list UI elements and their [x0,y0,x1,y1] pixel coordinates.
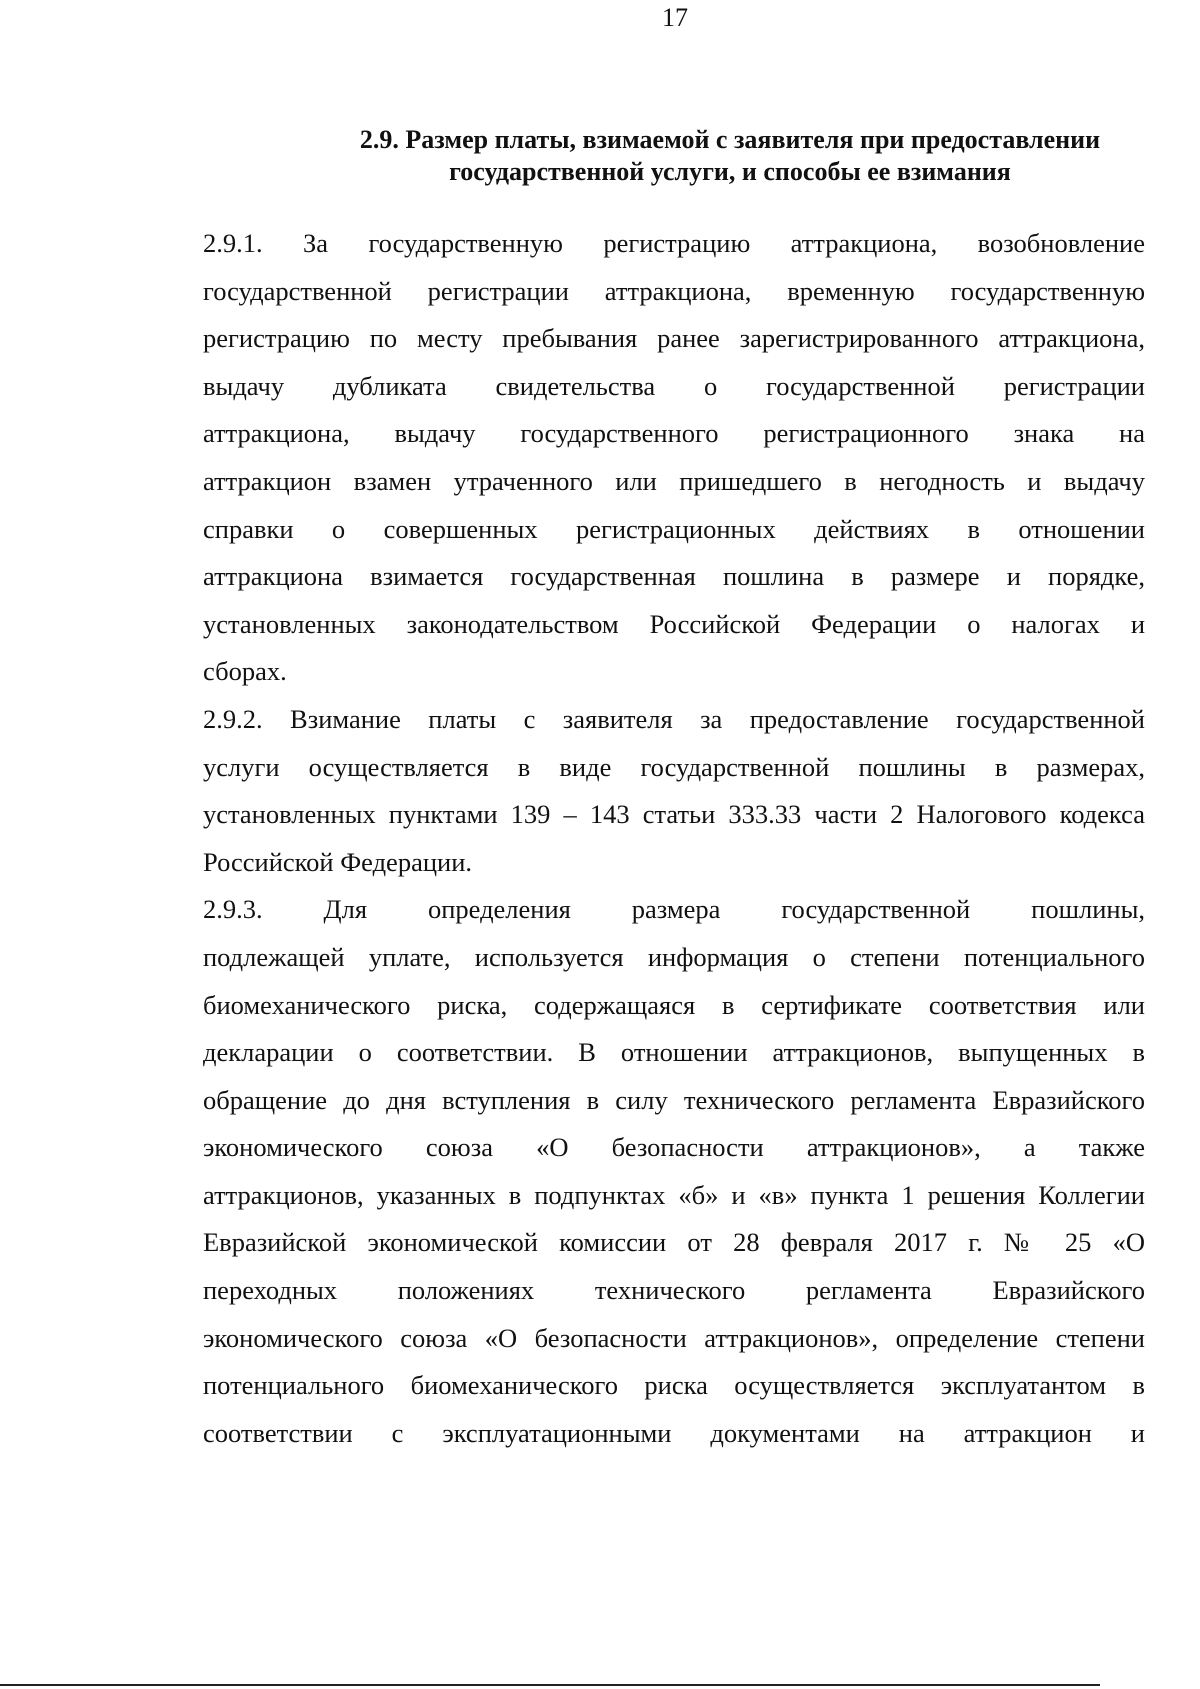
text-line: услуги осуществляется в виде государственной пошлины в размерах, [203,751,1145,782]
section-heading-line-1: 2.9. Размер платы, взимаемой с заявителя при предоставлении [359,125,1101,154]
scan-edge-rule [0,1684,1100,1686]
text-line: 2.9.3. Для определения размера государственной пошлины, [203,894,1145,925]
text-line: регистрацию по месту пребывания ранее зарегистрированного аттракциона, [203,323,1145,354]
paragraph-2-9-2 [203,696,1145,886]
text-line: аттракционов, указанных в подпунктах «б» и «в» пункта 1 решения Коллегии [203,1179,1145,1210]
text-line: аттракциона взимается государственная пошлина в размере и порядке, [203,561,1145,592]
text-line: справки о совершенных регистрационных действиях в отношении [203,513,1145,544]
text-line: аттракцион взамен утраченного или пришедшего в негодность и выдачу [203,465,1145,496]
text-line: соответствии с эксплуатационными документами на аттракцион и [203,1417,1145,1448]
text-line: экономического союза «О безопасности аттракционов», а также [203,1132,1145,1163]
text-line: обращение до дня вступления в силу технического регламента Евразийского [203,1084,1145,1115]
paragraph-2-9-1 [203,220,1145,696]
page-number: 17 [662,3,688,32]
text-line: декларации о соответствии. В отношении аттракционов, выпущенных в [203,1037,1145,1068]
text-line: аттракциона, выдачу государственного регистрационного знака на [203,418,1145,449]
text-line: подлежащей уплате, используется информация о степени потенциального [203,941,1145,972]
text-line: установленных пунктами 139 – 143 статьи 333.33 части 2 Налогового кодекса [203,799,1145,830]
text-line: сборах. [203,656,287,687]
text-line: установленных законодательством Российской Федерации о налогах и [203,608,1145,639]
text-line: государственной регистрации аттракциона, временную государственную [203,275,1145,306]
text-line: 2.9.2. Взимание платы с заявителя за предоставление государственной [203,703,1145,734]
text-line: переходных положениях технического регламента Евразийского [203,1275,1145,1306]
section-heading-line-2: государственной услуги, и способы ее взимания [449,157,1011,186]
text-line: Российской Федерации. [203,846,472,877]
text-line: биомеханического риска, содержащаяся в сертификате соответствия или [203,989,1145,1020]
text-line: экономического союза «О безопасности аттракционов», определение степени [203,1322,1145,1353]
body-text [203,220,1145,1457]
paragraph-2-9-3 [203,886,1145,1457]
section-heading [240,124,1200,188]
text-line: Евразийской экономической комиссии от 28 февраля 2017 г. № 25 «О [203,1227,1145,1258]
text-line: выдачу дубликата свидетельства о государственной регистрации [203,370,1145,401]
text-line: потенциального биомеханического риска осуществляется эксплуатантом в [203,1370,1145,1401]
text-line: 2.9.1. За государственную регистрацию аттракциона, возобновление [203,228,1145,258]
